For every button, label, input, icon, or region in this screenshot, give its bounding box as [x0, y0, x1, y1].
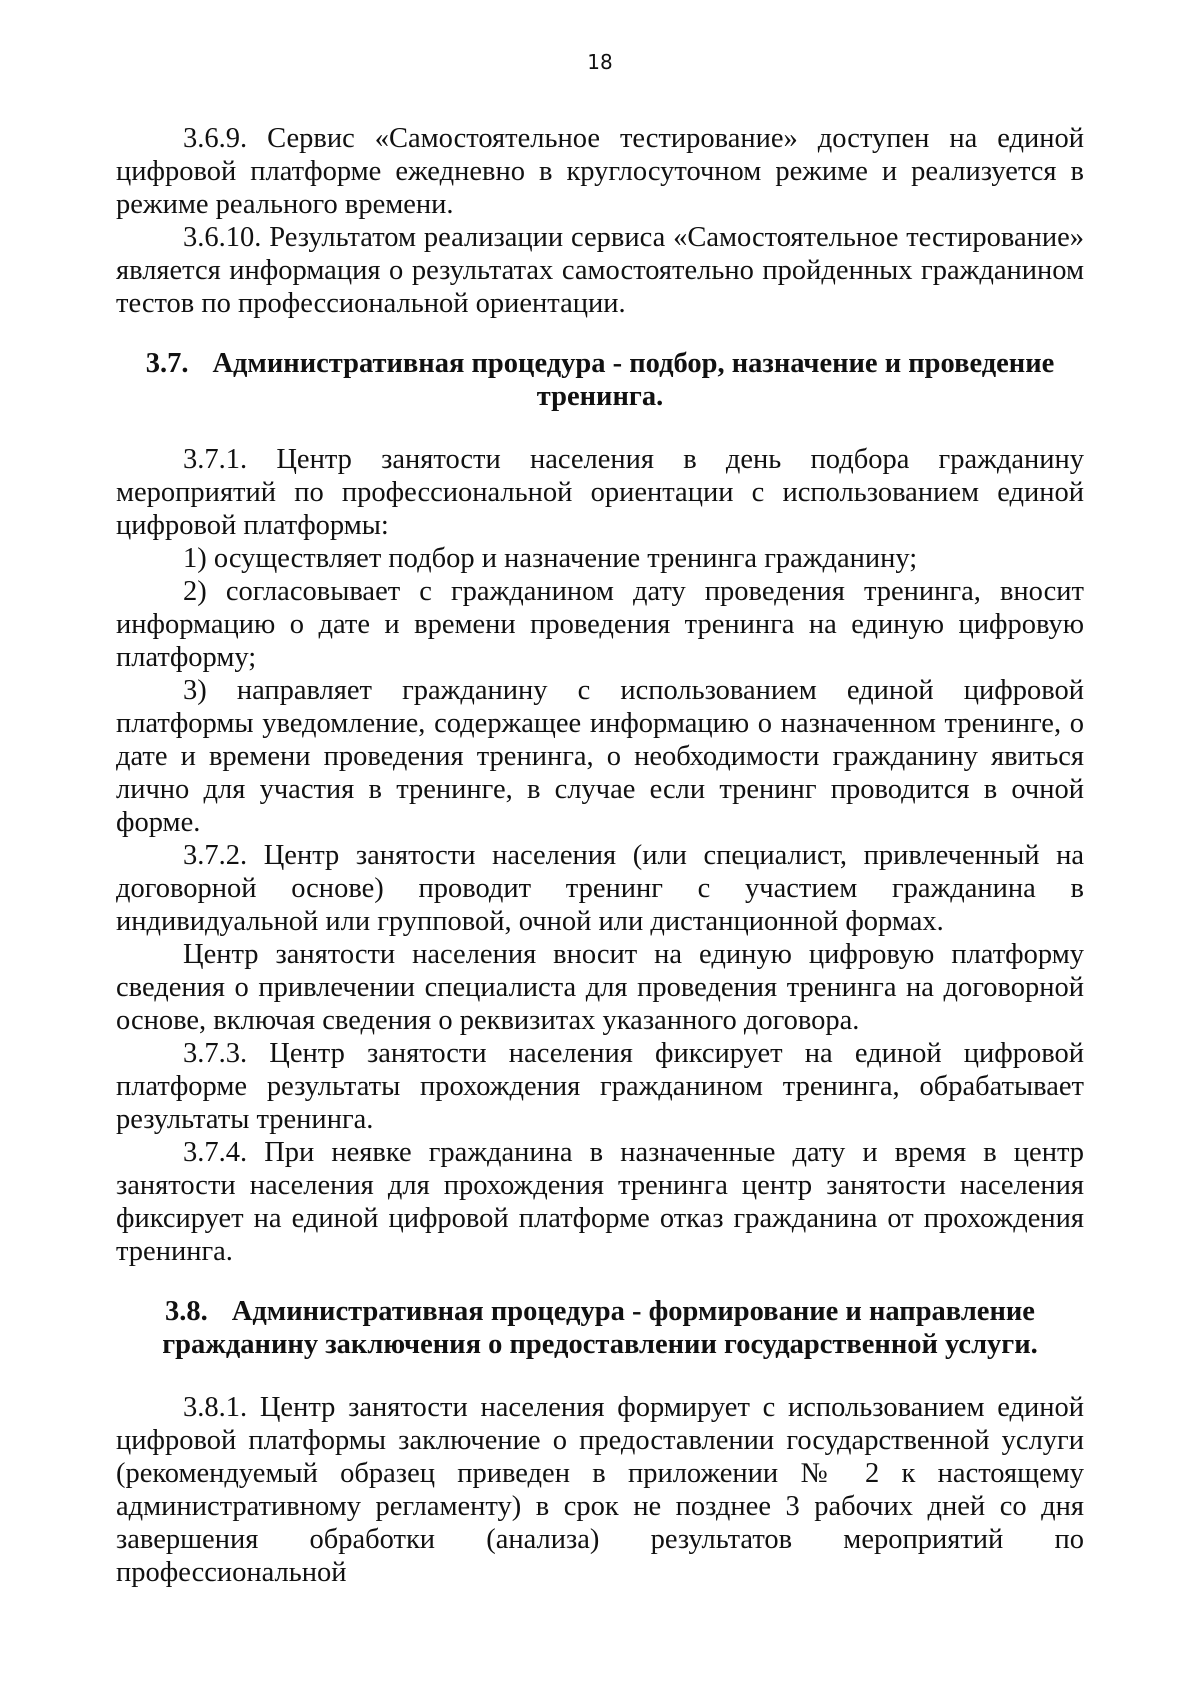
list-item-1: 1) осуществляет подбор и назначение тренинга гражданину; — [183, 543, 918, 574]
paragraph-3-7-1: 3.7.1. Центр занятости населения в день подбора гражданину мероприятий по профессиональной ориентации с использованием единой цифровой платформы: — [116, 444, 1084, 541]
section-heading-3-8 — [116, 1295, 1084, 1361]
section-title: Административная процедура - формирование и направление гражданину заключения о предоставлении государственной услуги. — [162, 1296, 1038, 1360]
paragraph-3-6-10: 3.6.10. Результатом реализации сервиса «Самостоятельное тестирование» является информация о результатах самостоятельно пройденных гражданином тестов по профессиональной ориентации. — [116, 222, 1084, 319]
section-title: Административная процедура - подбор, назначение и проведение тренинга. — [212, 348, 1055, 412]
paragraph-3-7-3: 3.7.3. Центр занятости населения фиксирует на единой цифровой платформе результаты прохождения гражданином тренинга, обрабатывает результаты тренинга. — [116, 1038, 1084, 1135]
paragraph-3-7-2: 3.7.2. Центр занятости населения (или специалист, привлеченный на договорной основе) проводит тренинг с участием гражданина в индивидуальной или групповой, очной или дистанционной формах. — [116, 840, 1084, 937]
section-number: 3.8. — [165, 1296, 208, 1327]
document-body — [116, 122, 1084, 1589]
list-item-2: 2) согласовывает с гражданином дату проведения тренинга, вносит информацию о дате и времени проведения тренинга на единую цифровую платформу; — [116, 576, 1084, 673]
list-item-3: 3) направляет гражданину с использованием единой цифровой платформы уведомление, содержащее информацию о назначенном тренинге, о дате и времени проведения тренинга, о необходимости гражданину явиться лично для участия в тренинге, в случае если тренинг проводится в очной форме. — [116, 675, 1084, 838]
paragraph-3-7-4: 3.7.4. При неявке гражданина в назначенные дату и время в центр занятости населения для прохождения тренинга центр занятости населения фиксирует на единой цифровой платформе отказ гражданина от прохождения тренинга. — [116, 1137, 1084, 1267]
paragraph-3-8-1: 3.8.1. Центр занятости населения формирует с использованием единой цифровой платформы заключение о предоставлении государственной услуги (рекомендуемый образец приведен в приложении № 2 к настоящему административному регламенту) в срок не позднее 3 рабочих дней со дня завершения обработки (анализа) результатов мероприятий по профессиональной — [116, 1392, 1084, 1588]
section-number: 3.7. — [145, 348, 189, 379]
page-number: 18 — [587, 50, 613, 74]
paragraph-3-7-2-cont: Центр занятости населения вносит на единую цифровую платформу сведения о привлечении специалиста для проведения тренинга на договорной основе, включая сведения о реквизитах указанного договора. — [116, 939, 1084, 1036]
section-heading-3-7 — [116, 347, 1084, 413]
paragraph-3-6-9: 3.6.9. Сервис «Самостоятельное тестирование» доступен на единой цифровой платформе ежедневно в круглосуточном режиме и реализуется в режиме реального времени. — [116, 123, 1084, 220]
